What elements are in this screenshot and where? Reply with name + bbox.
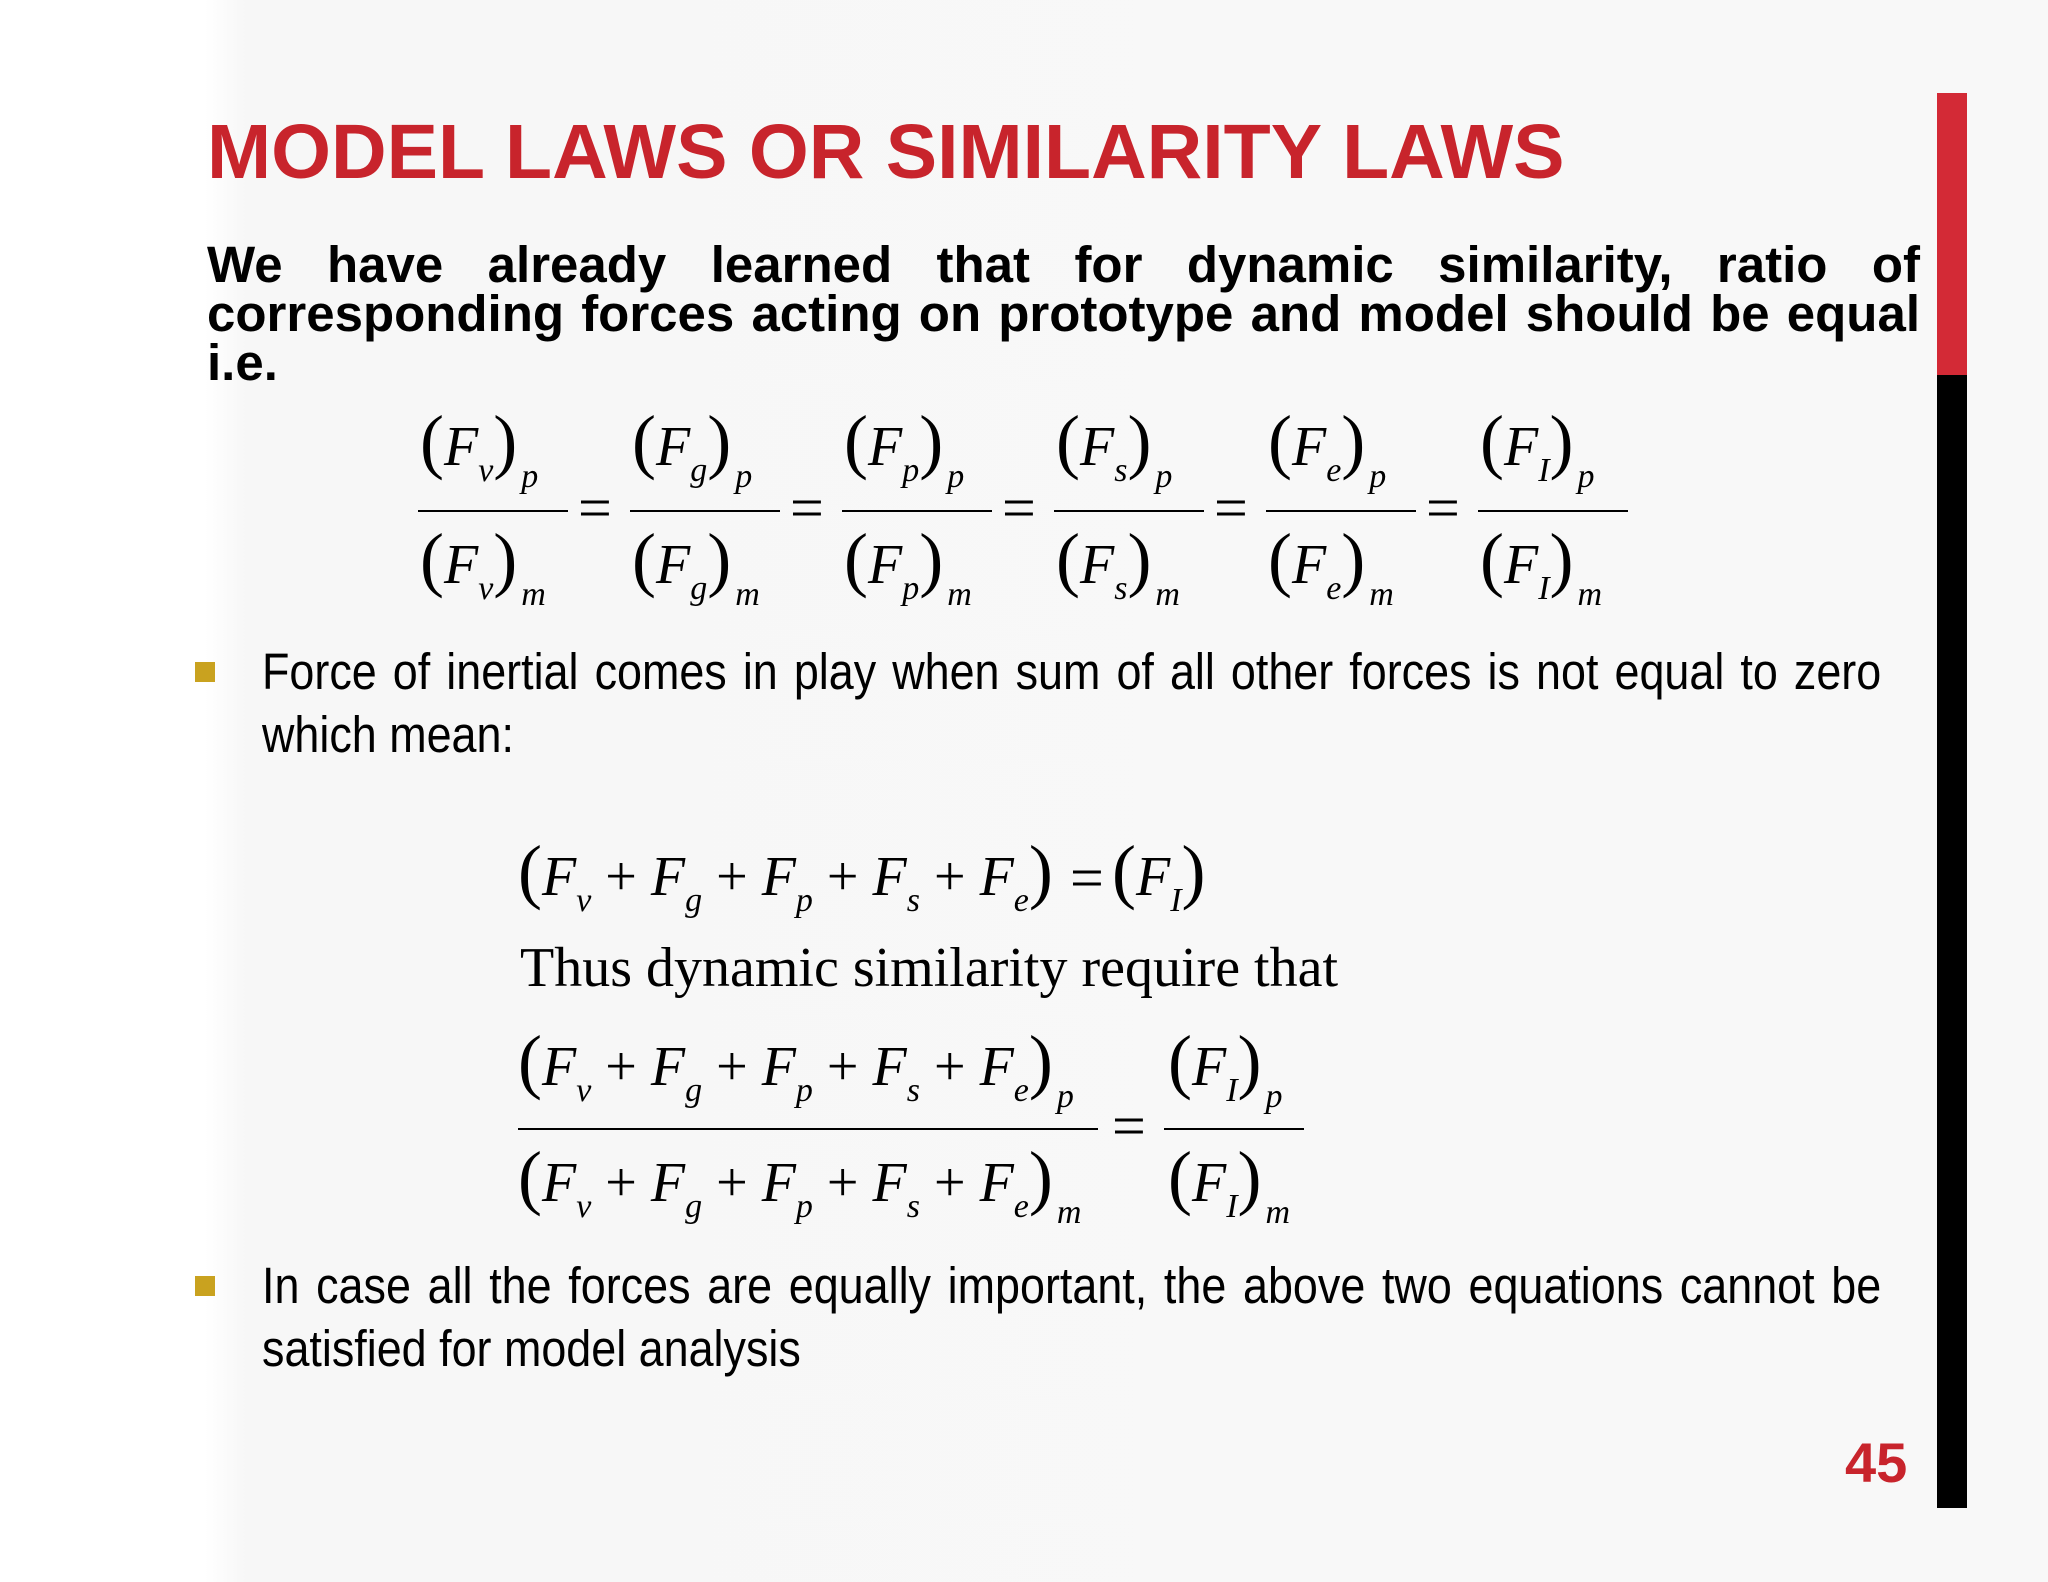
ratio-denominator-e: (Fe) m — [1268, 519, 1394, 613]
ratio-denominator-v: (Fv) m — [420, 519, 546, 613]
final-fraction-bar-left — [518, 1128, 1098, 1130]
intro-paragraph: We have already learned that for dynamic similarity, ratio of corresponding forces acting on prototype and model should be equal i.e. — [207, 236, 1920, 391]
slide-title: MODEL LAWS OR SIMILARITY LAWS — [207, 109, 1565, 195]
bullet-text-1: Force of inertial comes in play when sum of all other forces is not equal to zero which mean: — [262, 643, 1882, 763]
final-right-numerator: (FI) p — [1168, 1021, 1283, 1115]
ratio-numerator-I: (FI) p — [1480, 401, 1595, 495]
final-equals-sign: = — [1112, 1093, 1146, 1159]
final-denominator: (Fv + Fg + Fp + Fs + Fe) m — [518, 1137, 1082, 1231]
side-accent-bar-red — [1937, 93, 1967, 375]
bullet-marker-2 — [195, 1276, 215, 1296]
ratio-denominator-p: (Fp) m — [844, 519, 972, 613]
ratio-denominator-g: (Fg) m — [632, 519, 760, 613]
sum-right-side: (FI) — [1112, 831, 1206, 919]
ratio-numerator-p: (Fp) p — [844, 401, 965, 495]
ratio-equals-sign: = — [1426, 475, 1460, 541]
final-fraction-bar-right — [1164, 1128, 1304, 1130]
ratio-equals-sign: = — [578, 475, 612, 541]
ratio-equals-sign: = — [790, 475, 824, 541]
ratio-fraction-bar-e — [1266, 510, 1416, 512]
thus-statement: Thus dynamic similarity require that — [520, 937, 1339, 999]
ratio-numerator-s: (Fs) p — [1056, 401, 1173, 495]
ratio-equals-sign: = — [1002, 475, 1036, 541]
ratio-fraction-bar-s — [1054, 510, 1204, 512]
ratio-denominator-I: (FI) m — [1480, 519, 1603, 613]
side-accent-bar-black — [1937, 375, 1967, 1508]
ratio-denominator-s: (Fs) m — [1056, 519, 1180, 613]
ratio-numerator-g: (Fg) p — [632, 401, 753, 495]
ratio-fraction-bar-g — [630, 510, 780, 512]
ratio-fraction-bar-I — [1478, 510, 1628, 512]
sum-left-side: (Fv + Fg + Fp + Fs + Fe) — [518, 831, 1053, 919]
final-right-denominator: (FI) m — [1168, 1137, 1291, 1231]
ratio-numerator-v: (Fv) p — [420, 401, 539, 495]
bullet-marker-1 — [195, 662, 215, 682]
sum-equals-sign: = — [1070, 845, 1104, 911]
page-number: 45 — [1845, 1431, 1908, 1494]
ratio-equals-sign: = — [1214, 475, 1248, 541]
ratio-numerator-e: (Fe) p — [1268, 401, 1387, 495]
ratio-fraction-bar-v — [418, 510, 568, 512]
ratio-fraction-bar-p — [842, 510, 992, 512]
bullet-text-2: In case all the forces are equally important, the above two equations cannot be satisfied for model analysis — [262, 1257, 1882, 1377]
final-numerator: (Fv + Fg + Fp + Fs + Fe) p — [518, 1021, 1074, 1115]
